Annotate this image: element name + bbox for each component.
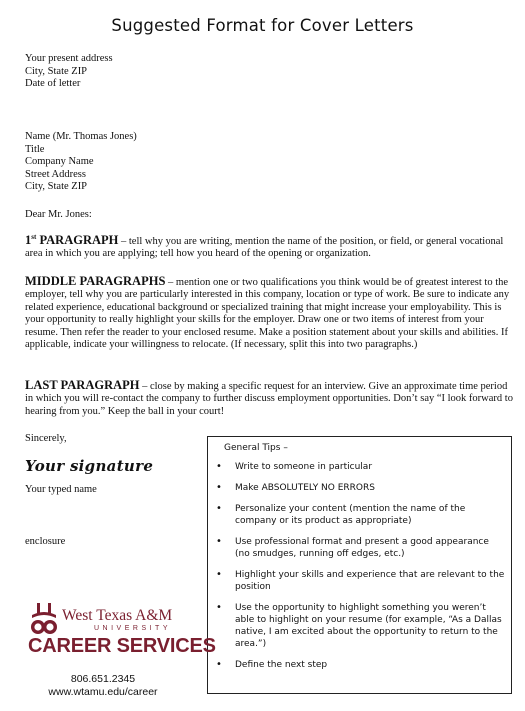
enclosure-label: enclosure	[25, 536, 66, 547]
closing: Sincerely,	[25, 433, 67, 444]
sender-address	[25, 53, 113, 91]
university-subtitle: UNIVERSITY	[94, 625, 172, 632]
paragraph-middle-body: – mention one or two qualifications you think would be of greatest interest to the employer, tell why you are particularly interested in this company, location or type of work. Be sure to indicate any related experience, educational background or specialized training that might increase your employability. This is your opportunity to really highlight your skills for the employer. Draw one or two items of interest from your resume. Then refer the reader to your enclosed resume. Make a position statement about your skills and abilities. If applicable, indicate your willingness to relocate. (If necessary, split this into two paragraphs.)	[25, 277, 510, 351]
recipient-line: City, State ZIP	[25, 181, 88, 193]
sender-line: City, State ZIP	[25, 65, 88, 77]
recipient-line: Name (Mr. Thomas Jones)	[25, 131, 137, 142]
tip-item: • Make ABSOLUTELY NO ERRORS	[216, 482, 375, 493]
bullet-icon: •	[216, 503, 222, 514]
paragraph-last-heading: LAST PARAGRAPH	[25, 378, 140, 392]
paragraph-middle	[25, 275, 517, 351]
paragraph-first-body: – tell why you are writing, mention the name of the position, or field, or general vocational area in which you are applying; tell how you heard of the opening or organization.	[25, 236, 504, 260]
tip-item: • Use professional format and present a good appearance (no smudges, running off edges, etc.)	[216, 536, 489, 559]
bullet-icon: •	[216, 461, 222, 472]
page-title: Suggested Format for Cover Letters	[111, 16, 414, 35]
recipient-line: Title	[25, 143, 45, 155]
bullet-icon: •	[216, 602, 222, 613]
department-name: CAREER SERVICES	[28, 635, 216, 657]
typed-name: Your typed name	[25, 484, 97, 495]
website-url: www.wtamu.edu/career	[48, 686, 158, 698]
tip-item: • Personalize your content (mention the name of the company or its product as appropriate)	[216, 503, 466, 526]
paragraph-first	[25, 234, 517, 261]
salutation: Dear Mr. Jones:	[25, 209, 92, 220]
wtamu-career-services-logo	[28, 601, 216, 701]
bullet-icon: •	[216, 659, 222, 670]
sender-line: Date of letter	[25, 78, 81, 90]
bullet-icon: •	[216, 536, 222, 547]
phone-number: 806.651.2345	[70, 673, 136, 685]
paragraph-middle-heading: MIDDLE PARAGRAPHS	[25, 274, 166, 288]
bullet-icon: •	[216, 569, 222, 580]
paragraph-first-heading: 1st PARAGRAPH	[25, 232, 119, 247]
tip-item: • Define the next step	[216, 659, 328, 670]
paragraph-last	[25, 379, 517, 418]
recipient-line: Street Address	[25, 168, 86, 180]
tips-list	[216, 461, 506, 680]
tip-item: • Highlight your skills and experience that are relevant to the position	[216, 569, 505, 592]
tip-item: • Write to someone in particular	[216, 461, 373, 472]
university-name: West Texas A&M	[62, 607, 173, 624]
tip-item: • Use the opportunity to highlight something you weren’t able to highlight on your resume (for example, “As a Dallas native, I am excited about the opportunity to return to the area.”)	[216, 602, 502, 649]
recipient-address	[25, 131, 137, 194]
general-tips-box	[207, 436, 512, 694]
paragraph-last-body: – close by making a specific request for an interview. Give an approximate time period in which you will re-contact the company to further discuss employment opportunities. Don’t say “I look forward to hearing from you.” Keep the ball in your court!	[25, 381, 513, 417]
bullet-icon: •	[216, 482, 222, 493]
sender-line: Your present address	[25, 53, 113, 64]
recipient-line: Company Name	[25, 156, 94, 168]
signature: Your signature	[25, 457, 154, 475]
tips-title: General Tips –	[224, 443, 288, 453]
